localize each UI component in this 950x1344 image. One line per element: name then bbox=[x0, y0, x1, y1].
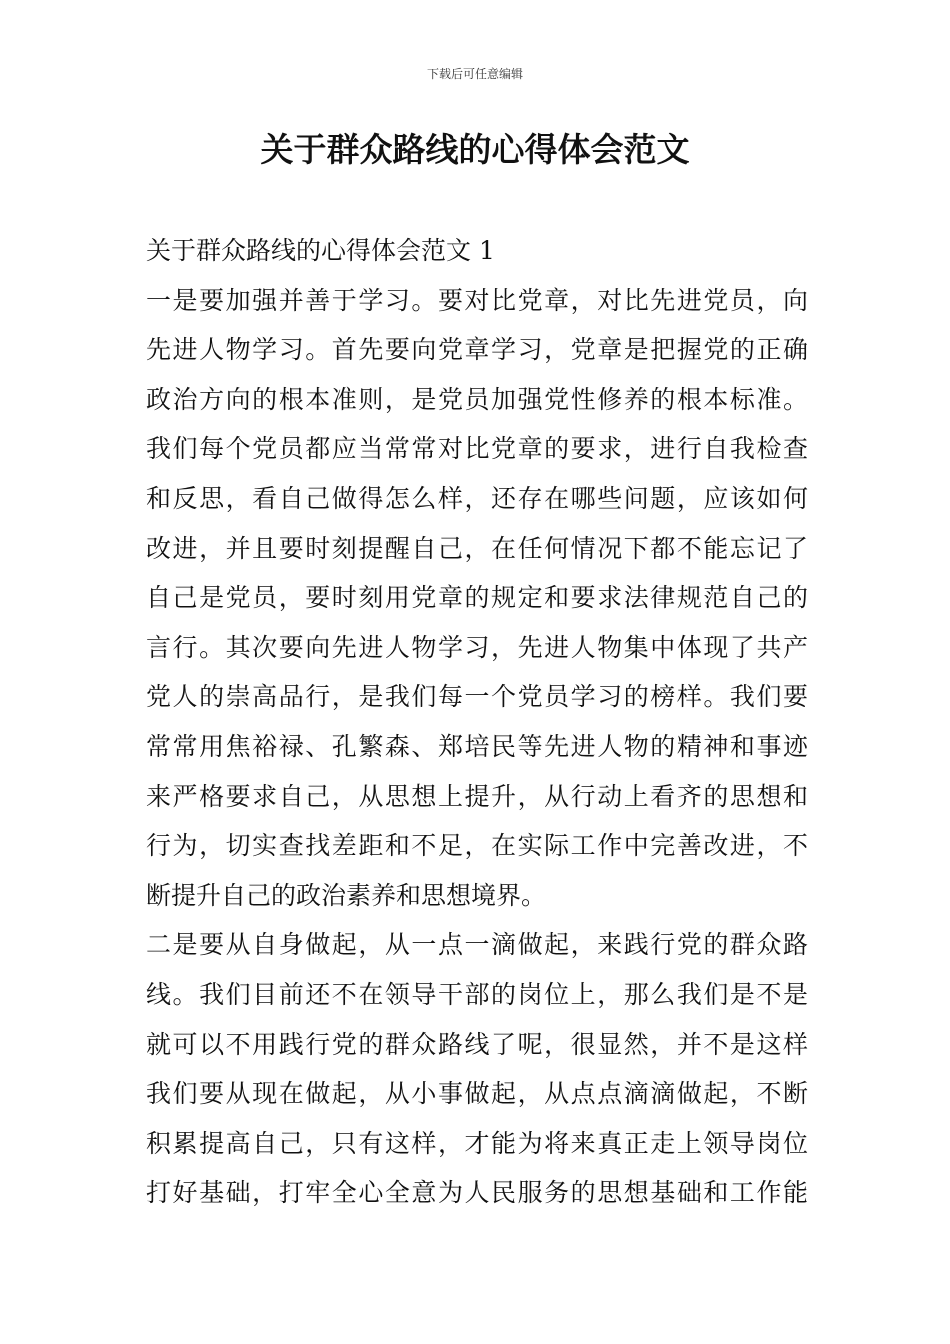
body-text-line: 就可以不用践行党的群众路线了呢，很显然，并不是这样 bbox=[146, 1029, 808, 1059]
body-text-line: 关于群众路线的心得体会范文 1 bbox=[146, 236, 495, 265]
body-text-line: 一是要加强并善于学习。要对比党章，对比先进党员，向 bbox=[146, 285, 808, 315]
page-header-note: 下载后可任意编辑 bbox=[426, 67, 523, 81]
body-text-line: 改进，并且要时刻提醒自己，在任何情况下都不能忘记了 bbox=[146, 533, 808, 563]
body-text-line: 来严格要求自己，从思想上提升，从行动上看齐的思想和 bbox=[146, 781, 808, 811]
body-text-line: 积累提高自己，只有这样，才能为将来真正走上领导岗位 bbox=[146, 1128, 808, 1158]
body-text-line: 常常用焦裕禄、孔繁森、郑培民等先进人物的精神和事迹 bbox=[146, 731, 808, 761]
body-text-line: 线。我们目前还不在领导干部的岗位上，那么我们是不是 bbox=[146, 979, 808, 1009]
body-text-line: 断提升自己的政治素养和思想境界。 bbox=[146, 880, 547, 910]
document-title: 关于群众路线的心得体会范文 bbox=[260, 130, 690, 169]
body-text-line: 我们要从现在做起，从小事做起，从点点滴滴做起，不断 bbox=[146, 1079, 808, 1109]
body-text-line: 打好基础，打牢全心全意为人民服务的思想基础和工作能 bbox=[146, 1178, 808, 1208]
body-text-line: 我们每个党员都应当常常对比党章的要求，进行自我检查 bbox=[146, 434, 808, 464]
document-body bbox=[146, 226, 808, 1218]
body-text-line: 政治方向的根本准则，是党员加强党性修养的根本标准。 bbox=[146, 384, 808, 414]
body-text-line: 行为，切实查找差距和不足，在实际工作中完善改进，不 bbox=[146, 831, 808, 861]
body-text-line: 言行。其次要向先进人物学习，先进人物集中体现了共产 bbox=[146, 632, 808, 662]
body-text-line: 党人的崇高品行，是我们每一个党员学习的榜样。我们要 bbox=[146, 682, 808, 712]
body-text-line: 先进人物学习。首先要向党章学习，党章是把握党的正确 bbox=[146, 335, 808, 365]
body-text-line: 二是要从自身做起，从一点一滴做起，来践行党的群众路 bbox=[146, 930, 808, 960]
body-text-line: 和反思，看自己做得怎么样，还存在哪些问题，应该如何 bbox=[146, 483, 808, 513]
body-text-line: 自己是党员，要时刻用党章的规定和要求法律规范自己的 bbox=[146, 583, 808, 613]
